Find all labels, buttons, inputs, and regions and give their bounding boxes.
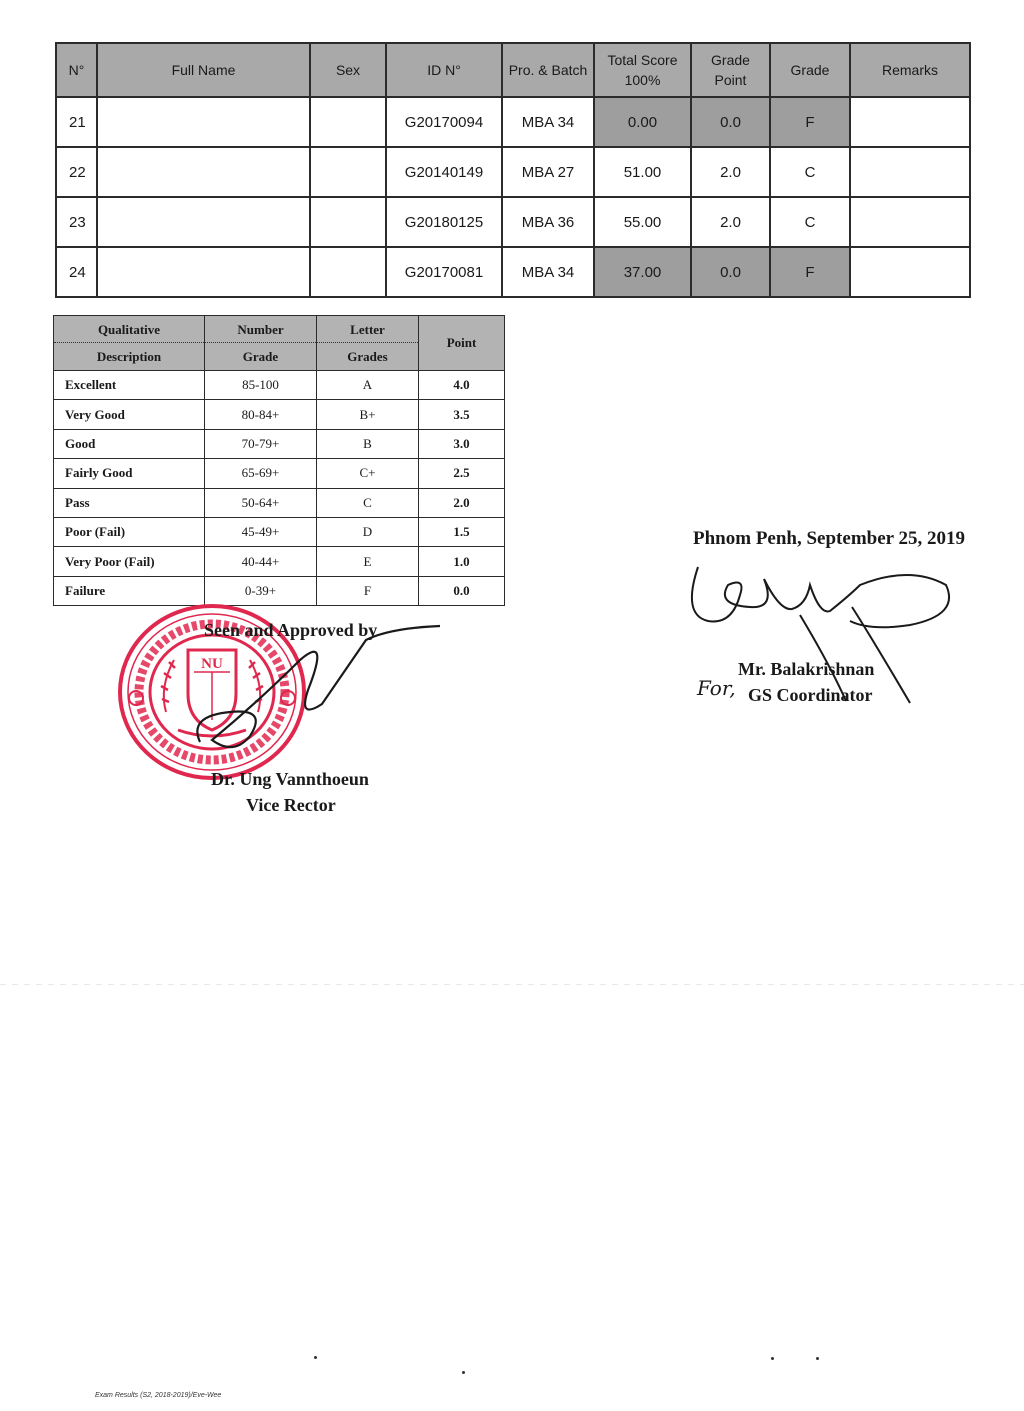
place-date: Phnom Penh, September 25, 2019 — [693, 528, 965, 549]
row-no: 21 — [56, 97, 97, 147]
row-id: G20170081 — [386, 247, 502, 297]
results-table — [55, 42, 971, 298]
header-grade-point-line2: Point — [714, 72, 747, 88]
row-id: G20180125 — [386, 197, 502, 247]
scale-header-letter-top: Letter — [317, 316, 418, 343]
vice-rector-title: Vice Rector — [246, 795, 336, 815]
scale-point: 3.5 — [419, 400, 505, 429]
table-row — [56, 147, 970, 197]
scale-desc: Very Good — [54, 400, 205, 429]
scale-header-qualitative-bottom: Description — [96, 349, 162, 364]
header-grade-point — [691, 43, 770, 97]
scale-header-letter — [317, 316, 419, 371]
scale-desc: Pass — [54, 488, 205, 517]
scale-desc: Very Poor (Fail) — [54, 547, 205, 576]
footer-note: Exam Results (S2, 2018-2019)/Eve-Wee — [95, 1392, 222, 1399]
scale-number: 0-39+ — [205, 576, 317, 605]
scale-letter: C+ — [317, 459, 419, 488]
row-program-batch: MBA 34 — [502, 97, 594, 147]
scan-speck — [771, 1357, 774, 1360]
scale-desc: Fairly Good — [54, 459, 205, 488]
header-sex: Sex — [310, 43, 386, 97]
table-row — [56, 97, 970, 147]
scale-point: 2.5 — [419, 459, 505, 488]
scale-number: 80-84+ — [205, 400, 317, 429]
row-full-name — [97, 147, 310, 197]
scale-row — [54, 400, 505, 429]
row-grade: C — [770, 197, 850, 247]
scale-header-number-bottom: Grade — [242, 349, 279, 364]
scale-header-point: Point — [419, 316, 505, 371]
scale-letter: C — [317, 488, 419, 517]
scale-point: 4.0 — [419, 371, 505, 400]
scale-row — [54, 371, 505, 400]
scale-row — [54, 547, 505, 576]
row-no: 23 — [56, 197, 97, 247]
row-no: 22 — [56, 147, 97, 197]
row-full-name — [97, 197, 310, 247]
scale-desc: Failure — [54, 576, 205, 605]
scale-letter: E — [317, 547, 419, 576]
row-sex — [310, 147, 386, 197]
scale-header-qualitative-top: Qualitative — [54, 316, 204, 343]
scale-header-letter-bottom: Grades — [347, 349, 388, 364]
header-program-batch: Pro. & Batch — [502, 43, 594, 97]
grading-scale-table — [53, 315, 505, 606]
for-note: For, — [697, 676, 736, 700]
scale-header-qualitative — [54, 316, 205, 371]
row-program-batch: MBA 27 — [502, 147, 594, 197]
header-no: N° — [56, 43, 97, 97]
row-program-batch: MBA 34 — [502, 247, 594, 297]
header-grade-point-line1: Grade — [711, 52, 750, 68]
row-grade-point: 0.0 — [691, 247, 770, 297]
scale-row — [54, 429, 505, 458]
row-remarks — [850, 247, 970, 297]
scale-header-number-top: Number — [205, 316, 316, 343]
scale-letter: B — [317, 429, 419, 458]
scale-desc: Good — [54, 429, 205, 458]
scale-letter: D — [317, 517, 419, 546]
scale-header-row — [54, 316, 505, 371]
scale-number: 40-44+ — [205, 547, 317, 576]
scale-letter: F — [317, 576, 419, 605]
scale-point: 0.0 — [419, 576, 505, 605]
row-grade: F — [770, 247, 850, 297]
header-full-name: Full Name — [97, 43, 310, 97]
scale-point: 1.0 — [419, 547, 505, 576]
scale-desc: Excellent — [54, 371, 205, 400]
scale-number: 65-69+ — [205, 459, 317, 488]
row-sex — [310, 247, 386, 297]
scan-speck — [816, 1357, 819, 1360]
scale-row — [54, 459, 505, 488]
header-total-score-line2: 100% — [624, 72, 661, 88]
coordinator-name: Mr. Balakrishnan — [738, 659, 875, 679]
row-remarks — [850, 147, 970, 197]
scale-number: 45-49+ — [205, 517, 317, 546]
header-total-score — [594, 43, 691, 97]
row-full-name — [97, 97, 310, 147]
scale-row — [54, 517, 505, 546]
row-full-name — [97, 247, 310, 297]
row-grade-point: 2.0 — [691, 147, 770, 197]
vice-rector-signature — [190, 620, 450, 760]
scale-row — [54, 488, 505, 517]
coordinator-title: GS Coordinator — [748, 685, 873, 705]
row-grade: F — [770, 97, 850, 147]
scan-speck — [462, 1371, 465, 1374]
row-total-score: 0.00 — [594, 97, 691, 147]
row-sex — [310, 97, 386, 147]
scale-point: 2.0 — [419, 488, 505, 517]
scale-point: 3.0 — [419, 429, 505, 458]
scan-divider — [0, 984, 1024, 985]
row-grade-point: 2.0 — [691, 197, 770, 247]
header-id: ID N° — [386, 43, 502, 97]
scale-letter: A — [317, 371, 419, 400]
seen-approved-label: Seen and Approved by — [204, 620, 378, 640]
row-remarks — [850, 97, 970, 147]
scale-letter: B+ — [317, 400, 419, 429]
row-sex — [310, 197, 386, 247]
row-grade-point: 0.0 — [691, 97, 770, 147]
seal-monogram: NU — [201, 656, 223, 672]
scale-header-number — [205, 316, 317, 371]
header-total-score-line1: Total Score — [607, 52, 678, 68]
row-program-batch: MBA 36 — [502, 197, 594, 247]
vice-rector-name: Dr. Ung Vannthoeun — [211, 769, 369, 789]
row-id: G20140149 — [386, 147, 502, 197]
row-total-score: 37.00 — [594, 247, 691, 297]
header-remarks: Remarks — [850, 43, 970, 97]
row-no: 24 — [56, 247, 97, 297]
row-total-score: 55.00 — [594, 197, 691, 247]
scan-speck — [314, 1356, 317, 1359]
table-row — [56, 197, 970, 247]
scale-point: 1.5 — [419, 517, 505, 546]
row-remarks — [850, 197, 970, 247]
row-id: G20170094 — [386, 97, 502, 147]
scale-desc: Poor (Fail) — [54, 517, 205, 546]
row-total-score: 51.00 — [594, 147, 691, 197]
scale-number: 70-79+ — [205, 429, 317, 458]
header-grade: Grade — [770, 43, 850, 97]
row-grade: C — [770, 147, 850, 197]
scale-number: 85-100 — [205, 371, 317, 400]
scale-number: 50-64+ — [205, 488, 317, 517]
results-header-row — [56, 43, 970, 97]
table-row — [56, 247, 970, 297]
